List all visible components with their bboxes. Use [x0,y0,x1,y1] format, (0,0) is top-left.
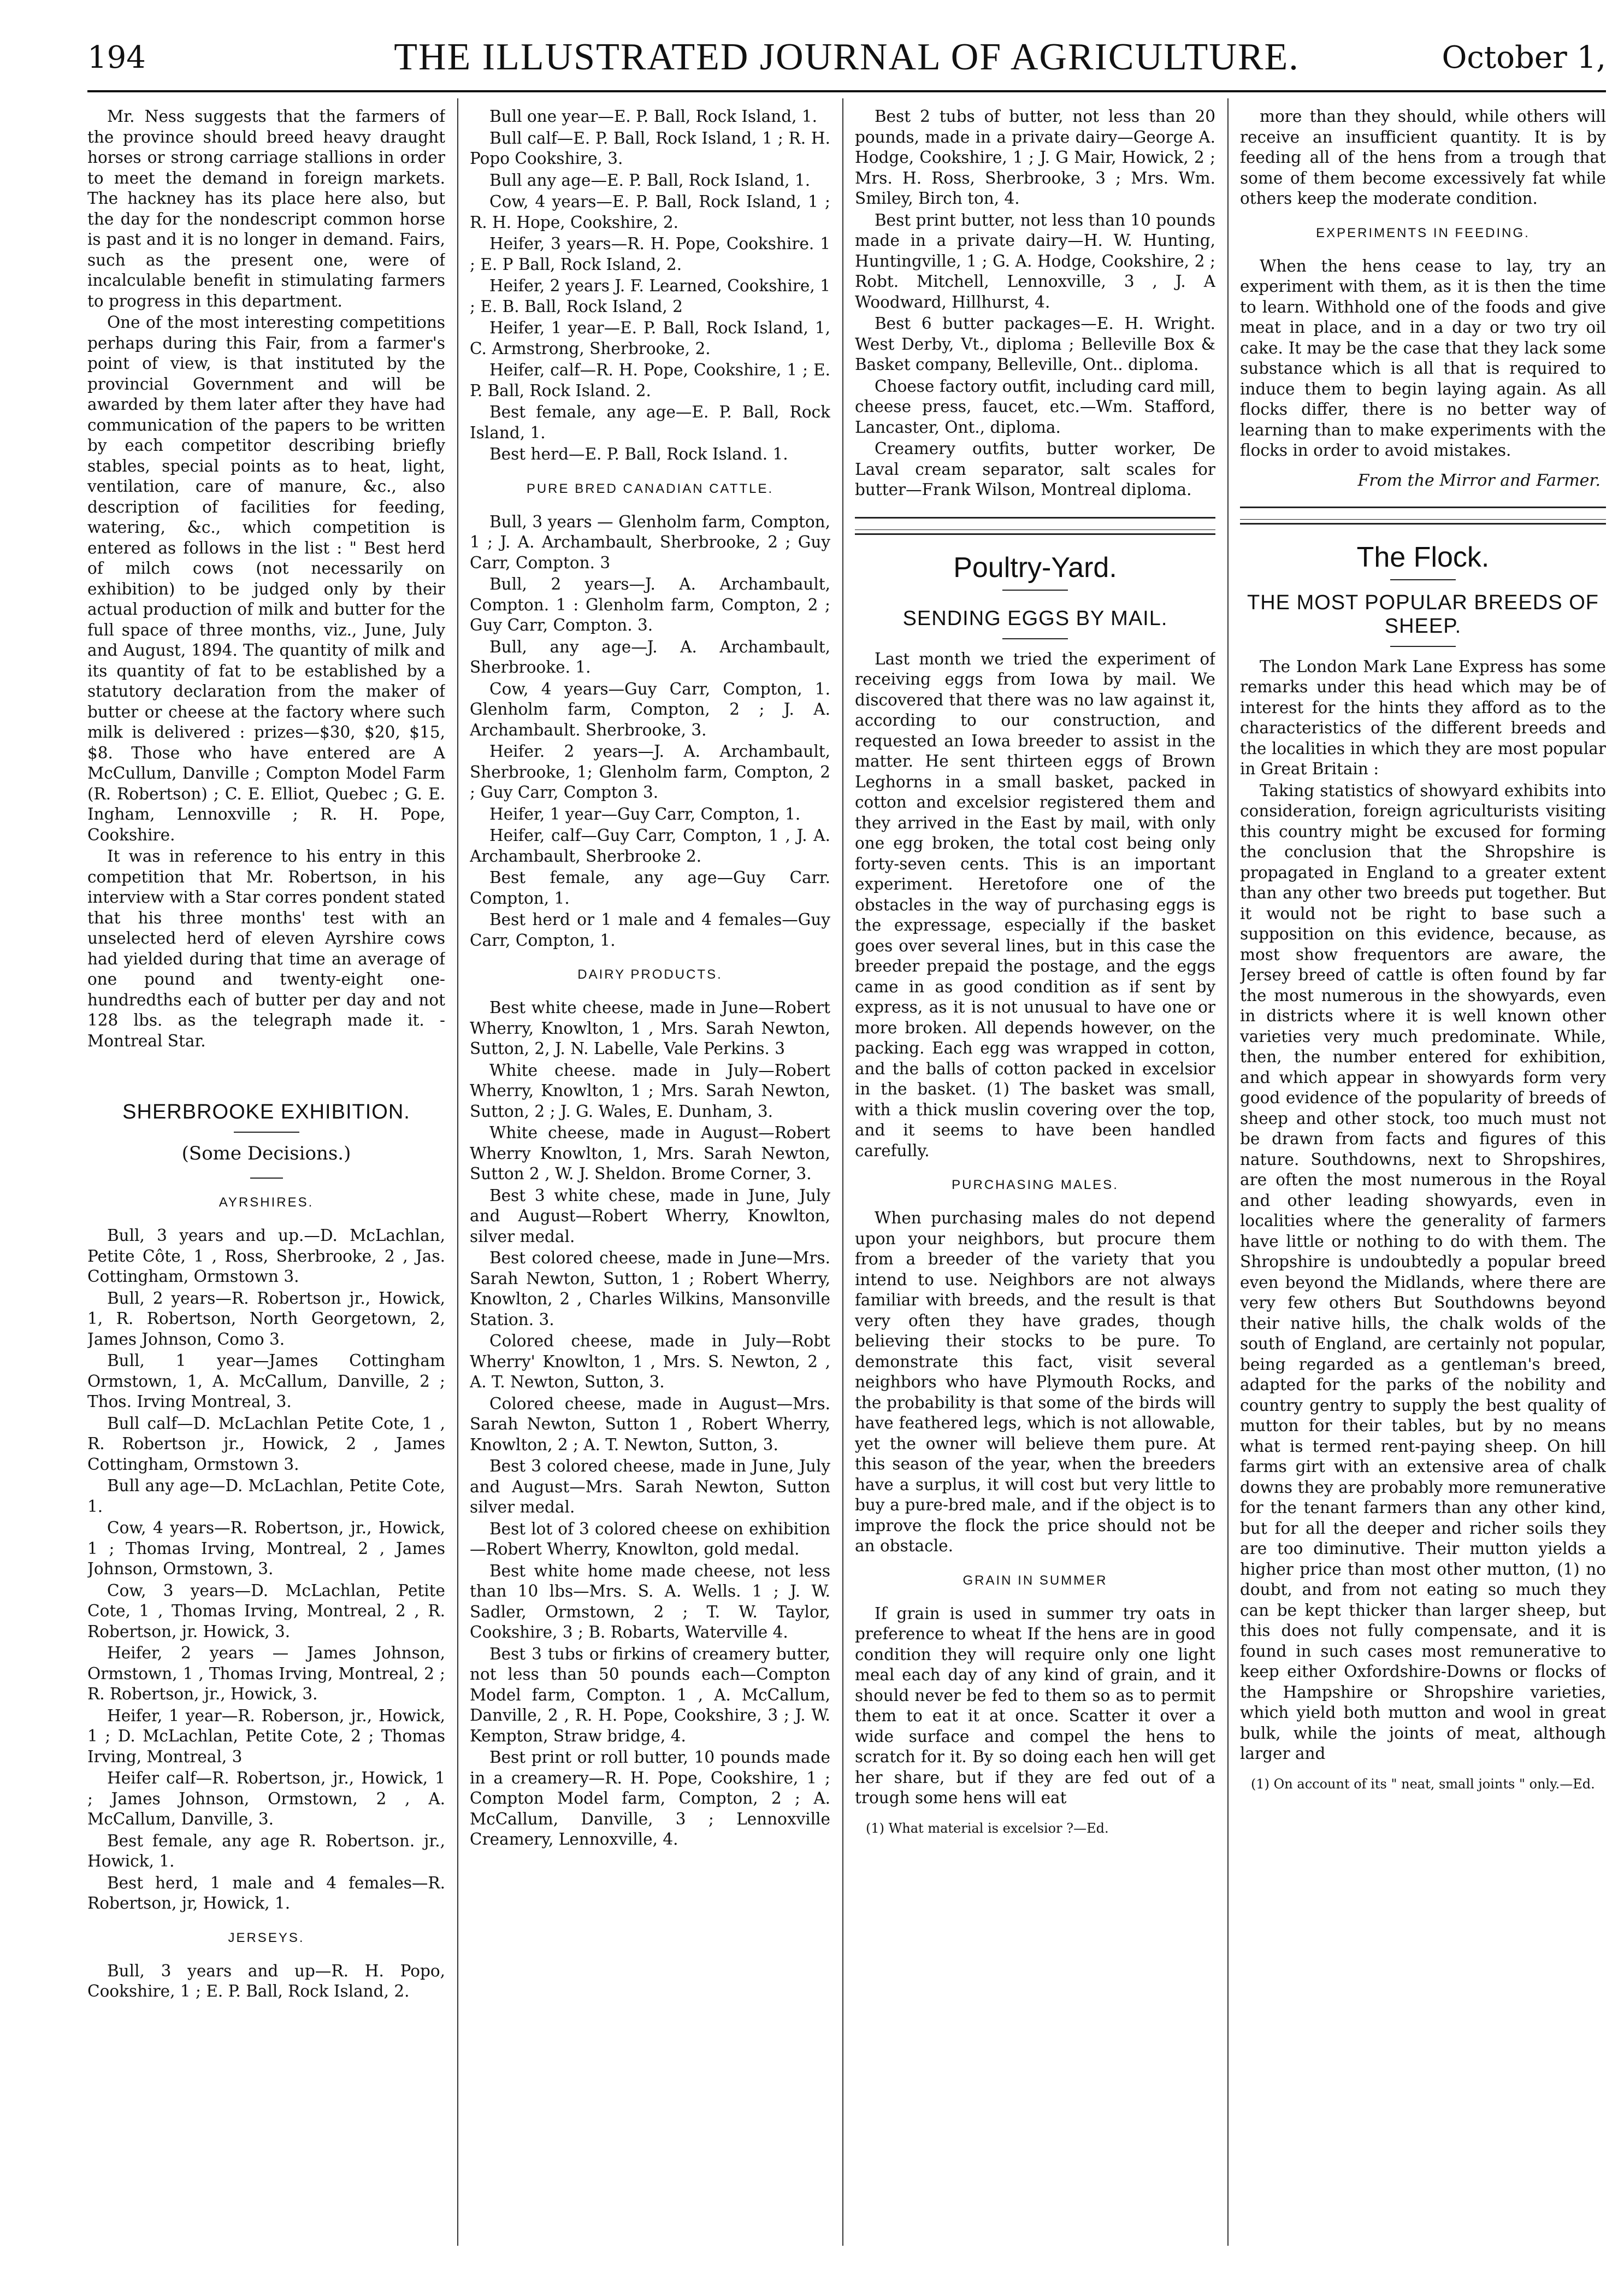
intro-paragraphs [87,107,445,1051]
paragraph: Last month we tried the experiment of receiving eggs from Iowa by mail. We discovered that there was no law against it, according to our construction, and requested an Iowa breeder to assist in the matter. He sent thirteen eggs of Brown Leghorns in a small basket, packed in cotton and excelsior registered them and they arrived in the East by mail, with only one egg broken, the total cost being only forty-seven cents. This is an important experiment. Heretofore one of the obstacles in the way of purchasing eggs is the expressage, especially if the basket goes over several lines, but in this case the breeder prepaid the postage, and the eggs came in as good condition as if sent by express, as it is not unusual to have one or more broken. All depends however, on the packing. Each egg was wrapped in cotton, and the balls of cotton packed in excelsior in the basket. (1) The basket was small, with a thick muslin covering over the top, and it seems to have been handled carefully. [855,649,1215,1160]
paragraph: Bull, 3 years — Glenholm farm, Compton, 1 ; J. A. Archambault, Sherbrooke, 2 ; Guy Carr, Compton. 3 [470,512,830,572]
paragraph: Best white home made cheese, not less than 10 lbs—Mrs. S. A. Wells. 1 ; J. W. Sadler, Ormstown, 2 ; T. W. Taylor, Cookshire, 3 ; B. Robarts, Waterville 4. [470,1561,830,1641]
paragraph: Cow, 4 years—E. P. Ball, Rock Island, 1 ; R. H. Hope, Cookshire, 2. [470,192,830,232]
sheep-paragraphs [1240,657,1606,1764]
issue-date: October 1, [1442,40,1606,75]
double-rule [1240,519,1606,525]
the-flock-title: The Flock. [1356,541,1490,573]
paragraph: Mr. Ness suggests that the farmers of the province should breed heavy draught horses or strong carriage stallions in order to meet the demand in foreign markets. The hackney has its place here also, but the day for the nondescript common horse is past and it is no longer in demand. Fairs, such as the present one, were of incalculable benefit in stimulating farmers to progress in this department. [87,107,445,310]
paragraph: Heifer, 1 year—Guy Carr, Compton, 1. [489,804,801,823]
experiments-paragraphs [1240,256,1606,461]
paragraph: Colored cheese, made in July—Robt Wherry' Knowlton, 1 , Mrs. S. Newton, 2 , A. T. Newton, Sutton, 3. [470,1332,830,1391]
canadian-list [470,512,830,951]
journal-title: THE ILLUSTRATED JOURNAL OF AGRICULTURE. [394,36,1300,78]
dairy-list-cont [855,107,1215,501]
paragraph: Colored cheese, made in August—Mrs. Sarah Newton, Sutton 1 , Robert Wherry, Knowlton, 2 ; A. T. Newton, Sutton, 3. [470,1394,830,1454]
paragraph: Heifer, 3 years—R. H. Pope, Cookshire. 1 ; E. P Ball, Rock Island, 2. [470,234,830,274]
paragraph: Taking statistics of showyard exhibits into consideration, foreign agriculturists visiting this country might be excused for forming the conclusion that the Shropshire is propagated in England to a greater extent than any other two breeds put together. But it would not be right to base such a supposition on this evidence, because, as most show frequentors are aware, the Jersey breed of cattle is often found by far the most numerous in the showyards, even in districts where it is well known other varieties very much predominate. While, then, the number entered for exhibition, and which appear in showyards form very good evidence of the popularity of breeds of sheep and other stock, too much must not be drawn from facts and figures of this nature. Southdowns, next to Shropshires, are often the most numerous in the Royal and other leading showyards, even in localities where the generality of farmers have little or nothing to do with them. The Shropshire is undoubtedly a popular breed even beyond the Midlands, where there are very few others But Southdowns beyond their native hills, the chalk wolds of the south of England, are certainly not popular, being regarded as a gentleman's breed, adapted for the parks of the nobility and country gentry to supply the best quality of mutton for their tables, but by no means what is termed rent-paying sheep. On hill farms girt with an extensive area of chalk downs they are probably more remunerative for the tenant farmers than any other kind, but for all the deeper and richer soils they are too diminutive. Their mutton yields a higher price than most other mutton, (1) no doubt, and from not eating so much they can be kept thicker than larger sheep, but this does not fully compensate, and it is found in such cases most remunerative to keep either Oxfordshire-Downs or flocks of the Hampshire or Shropshire varieties, which yield both mutton and wool in great bulk, while the joints of meat, although larger and [1240,781,1606,1763]
paragraph: Bull any age—D. McLachlan, Petite Cote, 1. [87,1476,445,1516]
sherbrooke-subtitle: (Some Decisions.) [181,1143,351,1164]
paragraph: Heifer. 2 years—J. A. Archambault, Sherbrooke, 1; Glenholm farm, Compton, 2 ; Guy Carr, Compton 3. [470,742,830,802]
paragraph: Choese factory outfit, including card mill, cheese press, faucet, etc.—Wm. Stafford, Lancaster, Ont., diploma. [855,376,1215,437]
paragraph: Bull, 3 years and up.—D. McLachlan, Petite Côte, 1 , Ross, Sherbrooke, 2 , Jas. Cottingham, Ormstown 3. [87,1226,445,1286]
short-rule [1002,638,1068,639]
sherbrooke-title: SHERBROOKE EXHIBITION. [122,1100,410,1123]
paragraph: Bull one year—E. P. Ball, Rock Island, 1. [489,107,817,126]
paragraph: Cow, 4 years—Guy Carr, Compton, 1. Glenholm farm, Compton, 2 ; J. A. Archambault. Sherbrooke, 3. [470,679,830,739]
ayrshires-heading: AYRSHIRES. [218,1195,314,1210]
paragraph: When the hens cease to lay, try an experiment with them, as it is then the time to learn. Withhold one of the foods and give meat in place, and in a day or two try oil cake. It may be the case that they lack some substance which is all that is required to induce them to begin laying again. As all flocks differ, there is no better way of learning than to make experiments with the flocks in order to avoid mistakes. [1240,256,1606,460]
footnote: (1) On account of its " neat, small joints " only.—Ed. [1251,1776,1595,1792]
eggs-paragraphs [855,649,1215,1162]
page-number: 194 [87,40,146,75]
paragraph: If grain is used in summer try oats in preference to wheat If the hens are in good condition they will require only one light meal each day of any kind of grain, and it should never be fed to them so as to permit them to eat it at once. Scatter it over a wide surface and compel the hens to scratch for it. By so doing each hen will get her share, but if they are fed out of a trough some hens will eat [855,1604,1215,1807]
source-credit: From the Mirror and Farmer. [1357,470,1601,490]
column-divider [842,98,843,2246]
sending-eggs-title: SENDING EGGS BY MAIL. [902,607,1168,630]
short-rule [1390,579,1456,580]
paragraph: Best female, any age—Guy Carr. Compton, 1. [470,868,830,908]
dairy-list [470,998,830,1850]
double-rule [1240,507,1606,508]
paragraph: When purchasing males do not depend upon your neighbors, but procure them from a breeder of the variety that you intend to use. Neighbors are not always familiar with breeds, and the result is that very often they have grades, though believing their stocks to be pure. To demonstrate this fact, visit several neighbors who have Plymouth Rocks, and the probability is that some of the birds will have feathered legs, which is not allowable, yet the owner will believe them pure. At this season of the year, when the breeders have a surplus, it will cost but very little to buy a pure-bred male, and if the object is to improve the flock the price should not be an obstacle. [855,1209,1215,1555]
paragraph: Best herd or 1 male and 4 females—Guy Carr, Compton, 1. [470,910,830,950]
double-rule [855,517,1215,519]
paragraph: Heifer, 2 years J. F. Learned, Cookshire, 1 ; E. B. Ball, Rock Island, 2 [470,276,830,316]
column-3 [855,107,1215,2249]
experiments-heading: EXPERIMENTS IN FEEDING. [1316,225,1530,240]
paragraph: The London Mark Lane Express has some remarks under this head which may be of interest for the hints they afford as to the characteristics of the different breeds and the localities in which they are most popular in Great Britain : [1240,657,1606,778]
paragraph: Heifer, calf—R. H. Pope, Cookshire, 1 ; E. P. Ball, Rock Island. 2. [470,361,830,400]
paragraph: Bull, 2 years—J. A. Archambault, Compton. 1 : Glenholm farm, Compton, 2 ; Guy Carr, Compton. 3. [470,575,830,634]
short-rule [1002,590,1068,591]
header-rule [87,90,1606,92]
newspaper-page [87,22,1606,2257]
column-divider [1227,98,1229,2246]
grain-paragraphs [855,1604,1215,1809]
paragraph: It was in reference to his entry in this competition that Mr. Robertson, in his interview with a Star corres pondent stated that his three months' test with an unselected herd of eleven Ayrshire cows had yielded during that time an average of one pound and twenty-eight one-hundredths each of butter per day and not 128 lbs. as the telegraph made it. - Montreal Star. [87,847,445,1050]
footnote: (1) What material is excelsior ?—Ed. [866,1820,1109,1836]
sheep-breeds-title: THE MOST POPULAR BREEDS OF SHEEP. [1247,591,1599,638]
paragraph: Creamery outfits, butter worker, De Laval cream separator, salt scales for butter—Frank Wilson, Montreal diploma. [855,439,1215,499]
jerseys-list [87,1961,445,2002]
ayrshires-list [87,1226,445,1914]
paragraph: Best white cheese, made in June—Robert Wherry, Knowlton, 1 , Mrs. Sarah Newton, Sutton, 2, J. N. Labelle, Vale Perkins. 3 [470,998,830,1058]
paragraph: Heifer, calf—Guy Carr, Compton, 1 , J. A. Archambault, Sherbrooke 2. [470,826,830,866]
paragraph: Bull, 2 years—R. Robertson jr., Howick, 1, R. Robertson, North Georgetown, 2, James Johnson, Como 3. [87,1288,445,1349]
paragraph: White cheese. made in July—Robert Wherry, Knowlton, 1 ; Mrs. Sarah Newton, Sutton, 2 ; J. G. Wales, E. Dunham, 3. [470,1061,830,1121]
short-rule [250,1178,283,1179]
paragraph: Best female, any age—E. P. Ball, Rock Island, 1. [470,403,830,442]
paragraph: Best herd—E. P. Ball, Rock Island. 1. [489,445,788,463]
column-divider [457,98,458,2246]
paragraph: Best 3 colored cheese, made in June, July and August—Mrs. Sarah Newton, Sutton silver medal. [470,1457,830,1516]
paragraph: Cow, 3 years—D. McLachlan, Petite Cote, 1 , Thomas Irving, Montreal, 2 , R. Robertson, jr. Howick, 3. [87,1581,445,1641]
paragraph: Cow, 4 years—R. Robertson, jr., Howick, 1 ; Thomas Irving, Montreal, 2 , James Johnson, Ormstown, 3. [87,1518,445,1578]
paragraph: Bull, any age—J. A. Archambault, Sherbrooke. 1. [470,637,830,676]
column-4 [1240,107,1606,2249]
paragraph: Best 2 tubs of butter, not less than 20 pounds, made in a private dairy—George A. Hodge, Cookshire, 1 ; J. G Mair, Howick, 2 ; Mrs. H. Ross, Sherbrooke, 3 ; Mrs. Wm. Smiley, Birch ton, 4. [855,107,1215,208]
purchasing-males-heading: PURCHASING MALES. [952,1178,1119,1192]
paragraph: Best herd, 1 male and 4 females—R. Robertson, jr, Howick, 1. [87,1873,445,1912]
paragraph: Heifer calf—R. Robertson, jr., Howick, 1 ; James Johnson, Ormstown, 2 , A. McCallum, Danville, 3. [87,1769,445,1828]
paragraph: Bull, 1 year—James Cottingham Ormstown, 1, A. McCallum, Danville, 2 ; Thos. Irving Montreal, 3. [87,1351,445,1411]
page-header [87,30,1606,82]
jerseys-heading: JERSEYS. [228,1930,305,1945]
double-rule [855,529,1215,535]
canadian-heading: PURE BRED CANADIAN CATTLE. [526,481,774,496]
paragraph: One of the most interesting competitions perhaps during this Fair, from a farmer's point of view, is that instituted by the provincial Government and will be awarded by them later after they have had communication of the papers to be written by each competitor describing briefly stables, special points as to heat, light, ventilation, care of manure, &c., also description of facilities for feeding, watering, &c., which competition is entered as follows in the list : " Best herd of milch cows (not necessarily on exhibition) to be judged only by their actual production of milk and butter for the full space of three months, viz., June, July and August, 1894. The quantity of milk and its quantity of fat to be established by a statutory declaration from the maker of butter or cheese at the factory where such milk is delivered : prizes—$30, $20, $15, $8. Those who have entered are A McCullum, Danville ; Compton Model Farm (R. Robertson) ; C. E. Elliot, Quebec ; G. E. Ingham, Lennoxville ; R. H. Pope, Cookshire. [87,313,445,844]
paragraph: Best print or roll butter, 10 pounds made in a creamery—R. H. Pope, Cookshire, 1 ; Compton Model farm, Compton, 2 ; A. McCallum, Danville, 3 ; Lennoxville Creamery, Lennoxville, 4. [470,1748,830,1849]
paragraph: Best female, any age R. Robertson. jr., Howick, 1. [87,1831,445,1870]
paragraph: more than they should, while others will receive an insufficient quantity. It is by feeding all of the hens from a trough that some of them become excessively fat while others keep the moderate condition. [1240,107,1606,208]
paragraph: Best 6 butter packages—E. H. Wright. West Derby, Vt., diploma ; Belleville Box & Basket company, Belleville, Ont.. diploma. [855,314,1215,374]
paragraph: Bull any age—E. P. Ball, Rock Island, 1. [489,170,811,190]
paragraph: Heifer, 1 year—E. P. Ball, Rock Island, 1, C. Armstrong, Sherbrooke, 2. [470,319,830,358]
males-paragraphs [855,1208,1215,1557]
dairy-heading: DAIRY PRODUCTS. [577,967,723,982]
paragraph: Heifer, 1 year—R. Roberson, jr., Howick, 1 ; D. McLachlan, Petite Cote, 2 ; Thomas Irving, Montreal, 3 [87,1706,445,1766]
paragraph: Best 3 white chese, made in June, July and August—Robert Wherry, Knowlton, silver medal. [470,1186,830,1246]
grain-heading: GRAIN IN SUMMER [962,1573,1108,1588]
short-rule [234,1132,299,1133]
poultry-yard-title: Poultry-Yard. [953,551,1117,584]
column-2 [470,107,830,2249]
grain-paragraphs-cont [1240,107,1606,209]
paragraph: Heifer, 2 years — James Johnson, Ormstown, 1 , Thomas Irving, Montreal, 2 ; R. Robertson, jr., Howick, 3. [87,1644,445,1703]
paragraph: Bull calf—E. P. Ball, Rock Island, 1 ; R. H. Popo Cookshire, 3. [470,128,830,168]
paragraph: Bull calf—D. McLachlan Petite Cote, 1 , R. Robertson jr., Howick, 2 , James Cottingham, Ormstown 3. [87,1414,445,1474]
column-1 [87,107,445,2249]
paragraph: Best lot of 3 colored cheese on exhibition—Robert Wherry, Knowlton, gold medal. [470,1519,830,1558]
paragraph: Best 3 tubs or firkins of creamery butter, not less than 50 pounds each—Compton Model farm, Compton. 1 , A. McCallum, Danville, 2 , R. H. Pope, Cookshire, 3 ; J. W. Kempton, Straw bridge, 4. [470,1644,830,1745]
paragraph: Best print butter, not less than 10 pounds made in a private dairy—H. W. Hunting, Huntingville, 1 ; G. A. Hodge, Cookshire, 2 ; Robt. Mitchell, Lennoxville, 3 , J. A Woodward, Hillhurst, 4. [855,210,1215,311]
paragraph: Best colored cheese, made in June—Mrs. Sarah Newton, Sutton, 1 ; Robert Wherry, Knowlton, 2 , Charles Wilkins, Mansonville Station. 3. [470,1249,830,1329]
short-rule [1390,646,1456,647]
paragraph: Bull, 3 years and up—R. H. Popo, Cookshire, 1 ; E. P. Ball, Rock Island, 2. [87,1961,445,2000]
paragraph: White cheese, made in August—Robert Wherry Knowlton, 1, Mrs. Sarah Newton, Sutton 2 , W. J. Sheldon. Brome Corner, 3. [470,1123,830,1183]
jerseys-list-cont [470,107,830,465]
